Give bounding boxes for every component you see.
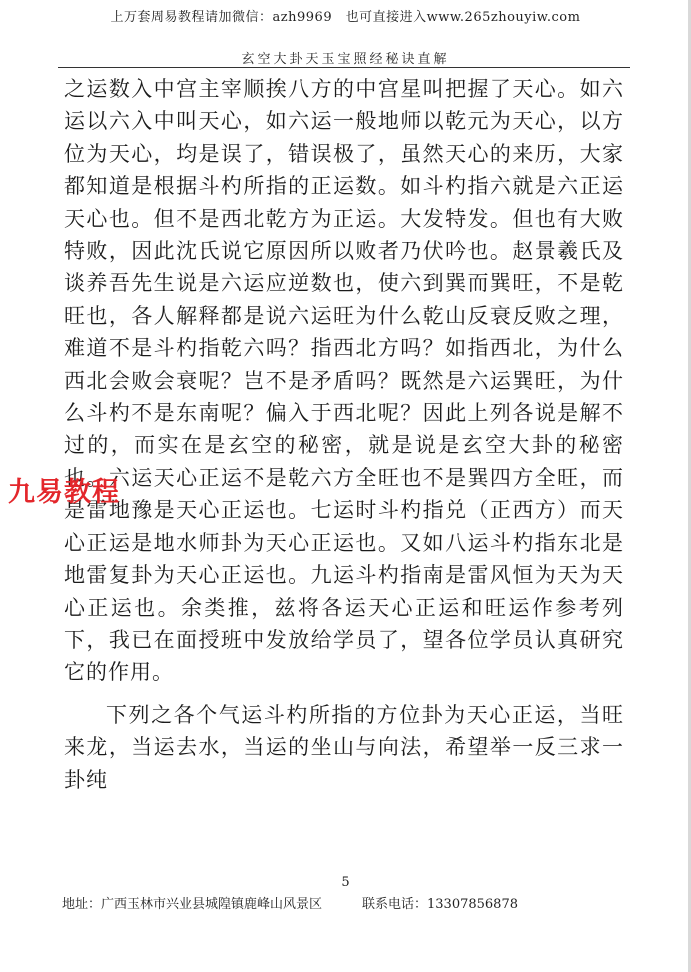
page-number: 5 (341, 875, 350, 890)
paragraph-2: 下列之各个气运斗杓所指的方位卦为天心正运，当旺来龙，当运去水，当运的坐山与向法，希望举一反三求一卦纯 (64, 702, 624, 792)
header-rule (58, 67, 630, 68)
watermark-logo: 九易教程 (8, 477, 120, 508)
footer-phone: 联系电话：13307856878 (362, 897, 518, 912)
footer (62, 893, 642, 912)
body-text (64, 73, 624, 796)
top-banner: 上万套周易教程请加微信：azh9969 也可直接进入www.265zhouyiw.com (110, 10, 581, 25)
paragraph-1: 之运数入中宫主宰顺挨八方的中宫星叫把握了天心。如六运以六入中叫天心，如六运一般地师以乾元为天心，以方位为天心，均是误了，错误极了，虽然天心的来历，大家都知道是根据斗杓所指的正运数。如斗杓指六就是六正运天心也。但不是西北乾方为正运。大发特发。但也有大败特败，因此沈氏说它原因所以败者乃伏吟也。赵景羲氏及谈养吾先生说是六运应逆数也，使六到巽而巽旺，不是乾旺也，各人解释都是说六运旺为什么乾山反衰反败之理，难道不是斗杓指乾六吗？指西北方吗？如指西北，为什么西北会败会衰呢？岂不是矛盾吗？既然是六运巽旺，为什么斗杓不是东南呢？偏入于西北呢？因此上列各说是解不过的，而实在是玄空的秘密，就是说是玄空大卦的秘密也。六运天心正运不是乾六方全旺也不是巽四方全旺，而是雷地豫是天心正运也。七运时斗杓指兑（正西方）而天心正运是地水师卦为天心正运也。又如八运斗杓指东北是地雷复卦为天心正运也。九运斗杓指南是雷风恒为天为天心正运也。余类推，兹将各运天心正运和旺运作参考列下，我已在面授班中发放给学员了，望各位学员认真研究它的作用。 (64, 77, 624, 685)
footer-address: 地址：广西玉林市兴业县城隍镇鹿峰山风景区 (62, 897, 323, 912)
book-header: 玄空大卦天玉宝照经秘诀直解 (241, 52, 450, 67)
